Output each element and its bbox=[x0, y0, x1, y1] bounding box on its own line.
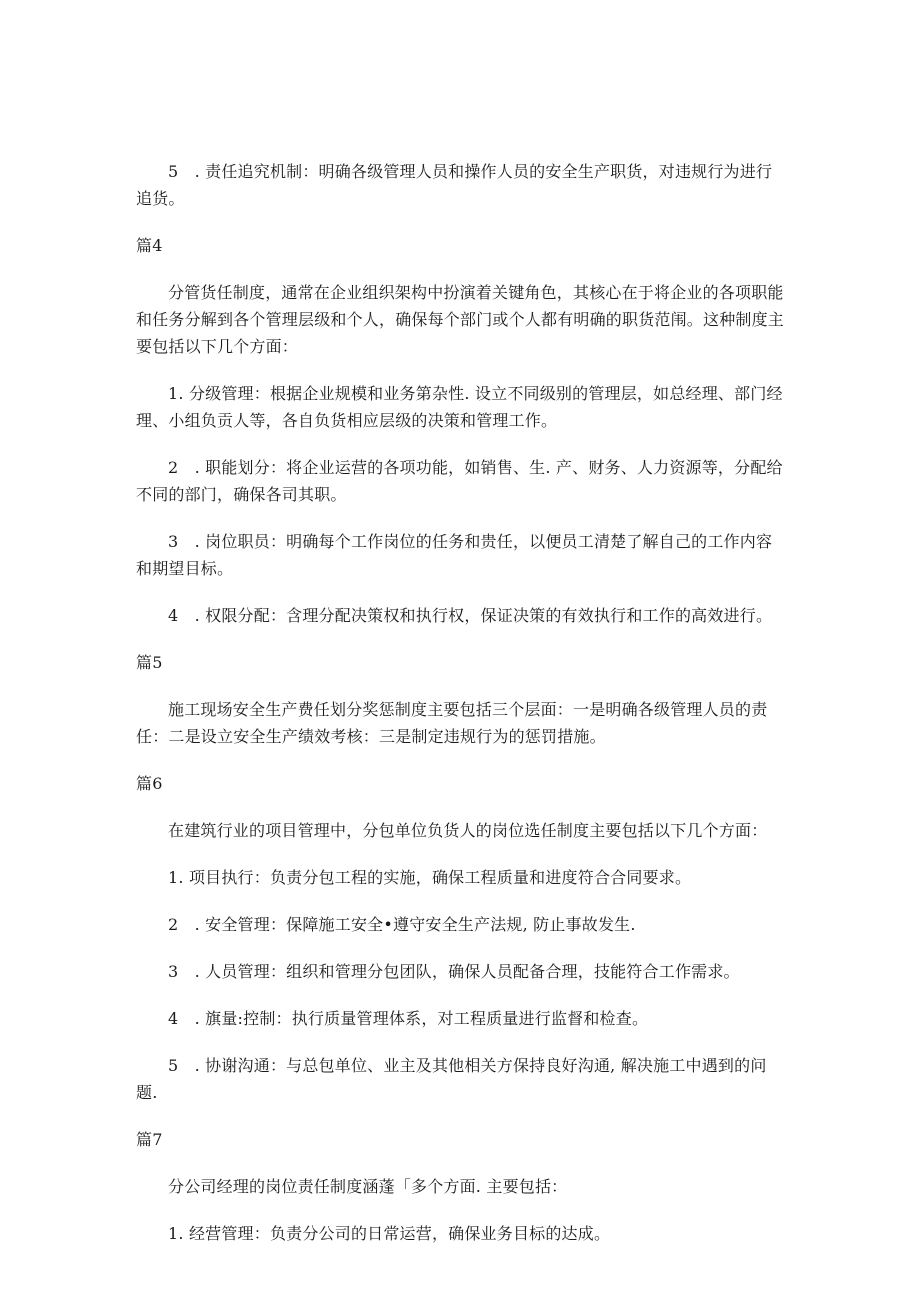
paragraph-accountability: 5 . 责任追究机制：明确各级管理人员和操作人员的安全生产职货，对违规行为进行追货。 bbox=[136, 162, 773, 208]
paragraph-item-6-3: 3 . 人员管理：组织和管理分包团队，确保人员配备合理，技能符合工作需求。 bbox=[168, 962, 740, 981]
section-heading-4: 篇4 bbox=[136, 236, 163, 255]
paragraph-item-7-1: 1. 经营管理：负责分公司的日常运营，确保业务目标的达成。 bbox=[168, 1224, 611, 1243]
paragraph-item-6-5: 5 . 协谢沟通：与总包单位、业主及其他相关方保持良好沟通, 解决施工中遇到的问题. bbox=[136, 1056, 767, 1102]
paragraph-item-4-2: 2 . 职能划分：将企业运营的各项功能，如销售、生. 产、财务、人力资源等，分配给不同的部门，确保各司其职。 bbox=[136, 458, 783, 504]
section-heading-5: 篇5 bbox=[136, 653, 163, 672]
document-body bbox=[136, 158, 786, 1267]
paragraph-item-6-2: 2 . 安全管理：保障施工安全•遵守安全生产法规, 防止事故发生. bbox=[168, 915, 636, 934]
paragraph-intro-6: 在建筑行业的项目管理中，分包单位负货人的岗位选任制度主要包括以下几个方面： bbox=[168, 821, 768, 840]
paragraph-item-4-1: 1. 分级管理：根据企业规模和业务第杂性. 设立不同级别的管理层，如总经理、部门经理、小组负贡人等，各自负货相应层级的决策和管理工作。 bbox=[136, 384, 783, 430]
section-heading-6: 篇6 bbox=[136, 774, 163, 793]
paragraph-item-6-4: 4 . 旗量:控制：执行质量管理体系，对工程质量进行监督和检查。 bbox=[168, 1009, 649, 1028]
paragraph-item-4-3: 3 . 岗位职员：明确每个工作岗位的任务和贵任，以便员工清楚了解自己的工作内容和期望目标。 bbox=[136, 532, 773, 578]
paragraph-item-6-1: 1. 项目执行：负责分包工程的实施，确保工程质量和进度符合合同要求。 bbox=[168, 868, 692, 887]
section-heading-7: 篇7 bbox=[136, 1130, 163, 1149]
paragraph-intro-7: 分公司经理的岗位责任制度涵蓬「多个方面. 主要包括： bbox=[168, 1177, 568, 1196]
paragraph-intro-4: 分管货任制度，通常在企业组织架构中扮演着关键角色，其核心在于将企业的各项职能和任务分解到各个管理层级和个人，确保每个部门或个人都有明确的职货范闱。这种制度主要包括以下几个方面： bbox=[136, 283, 785, 356]
paragraph-item-4-4: 4 . 权限分配：含理分配决策权和执行权，保证决策的有效执行和工作的高效进行。 bbox=[168, 606, 773, 625]
paragraph-intro-5: 施工现场安全生产费任划分奖惩制度主要包括三个层面：一是明确各级管理人员的责任：二是设立安全生产绩效考核：三是制定违规行为的惩罚措施。 bbox=[136, 700, 768, 746]
